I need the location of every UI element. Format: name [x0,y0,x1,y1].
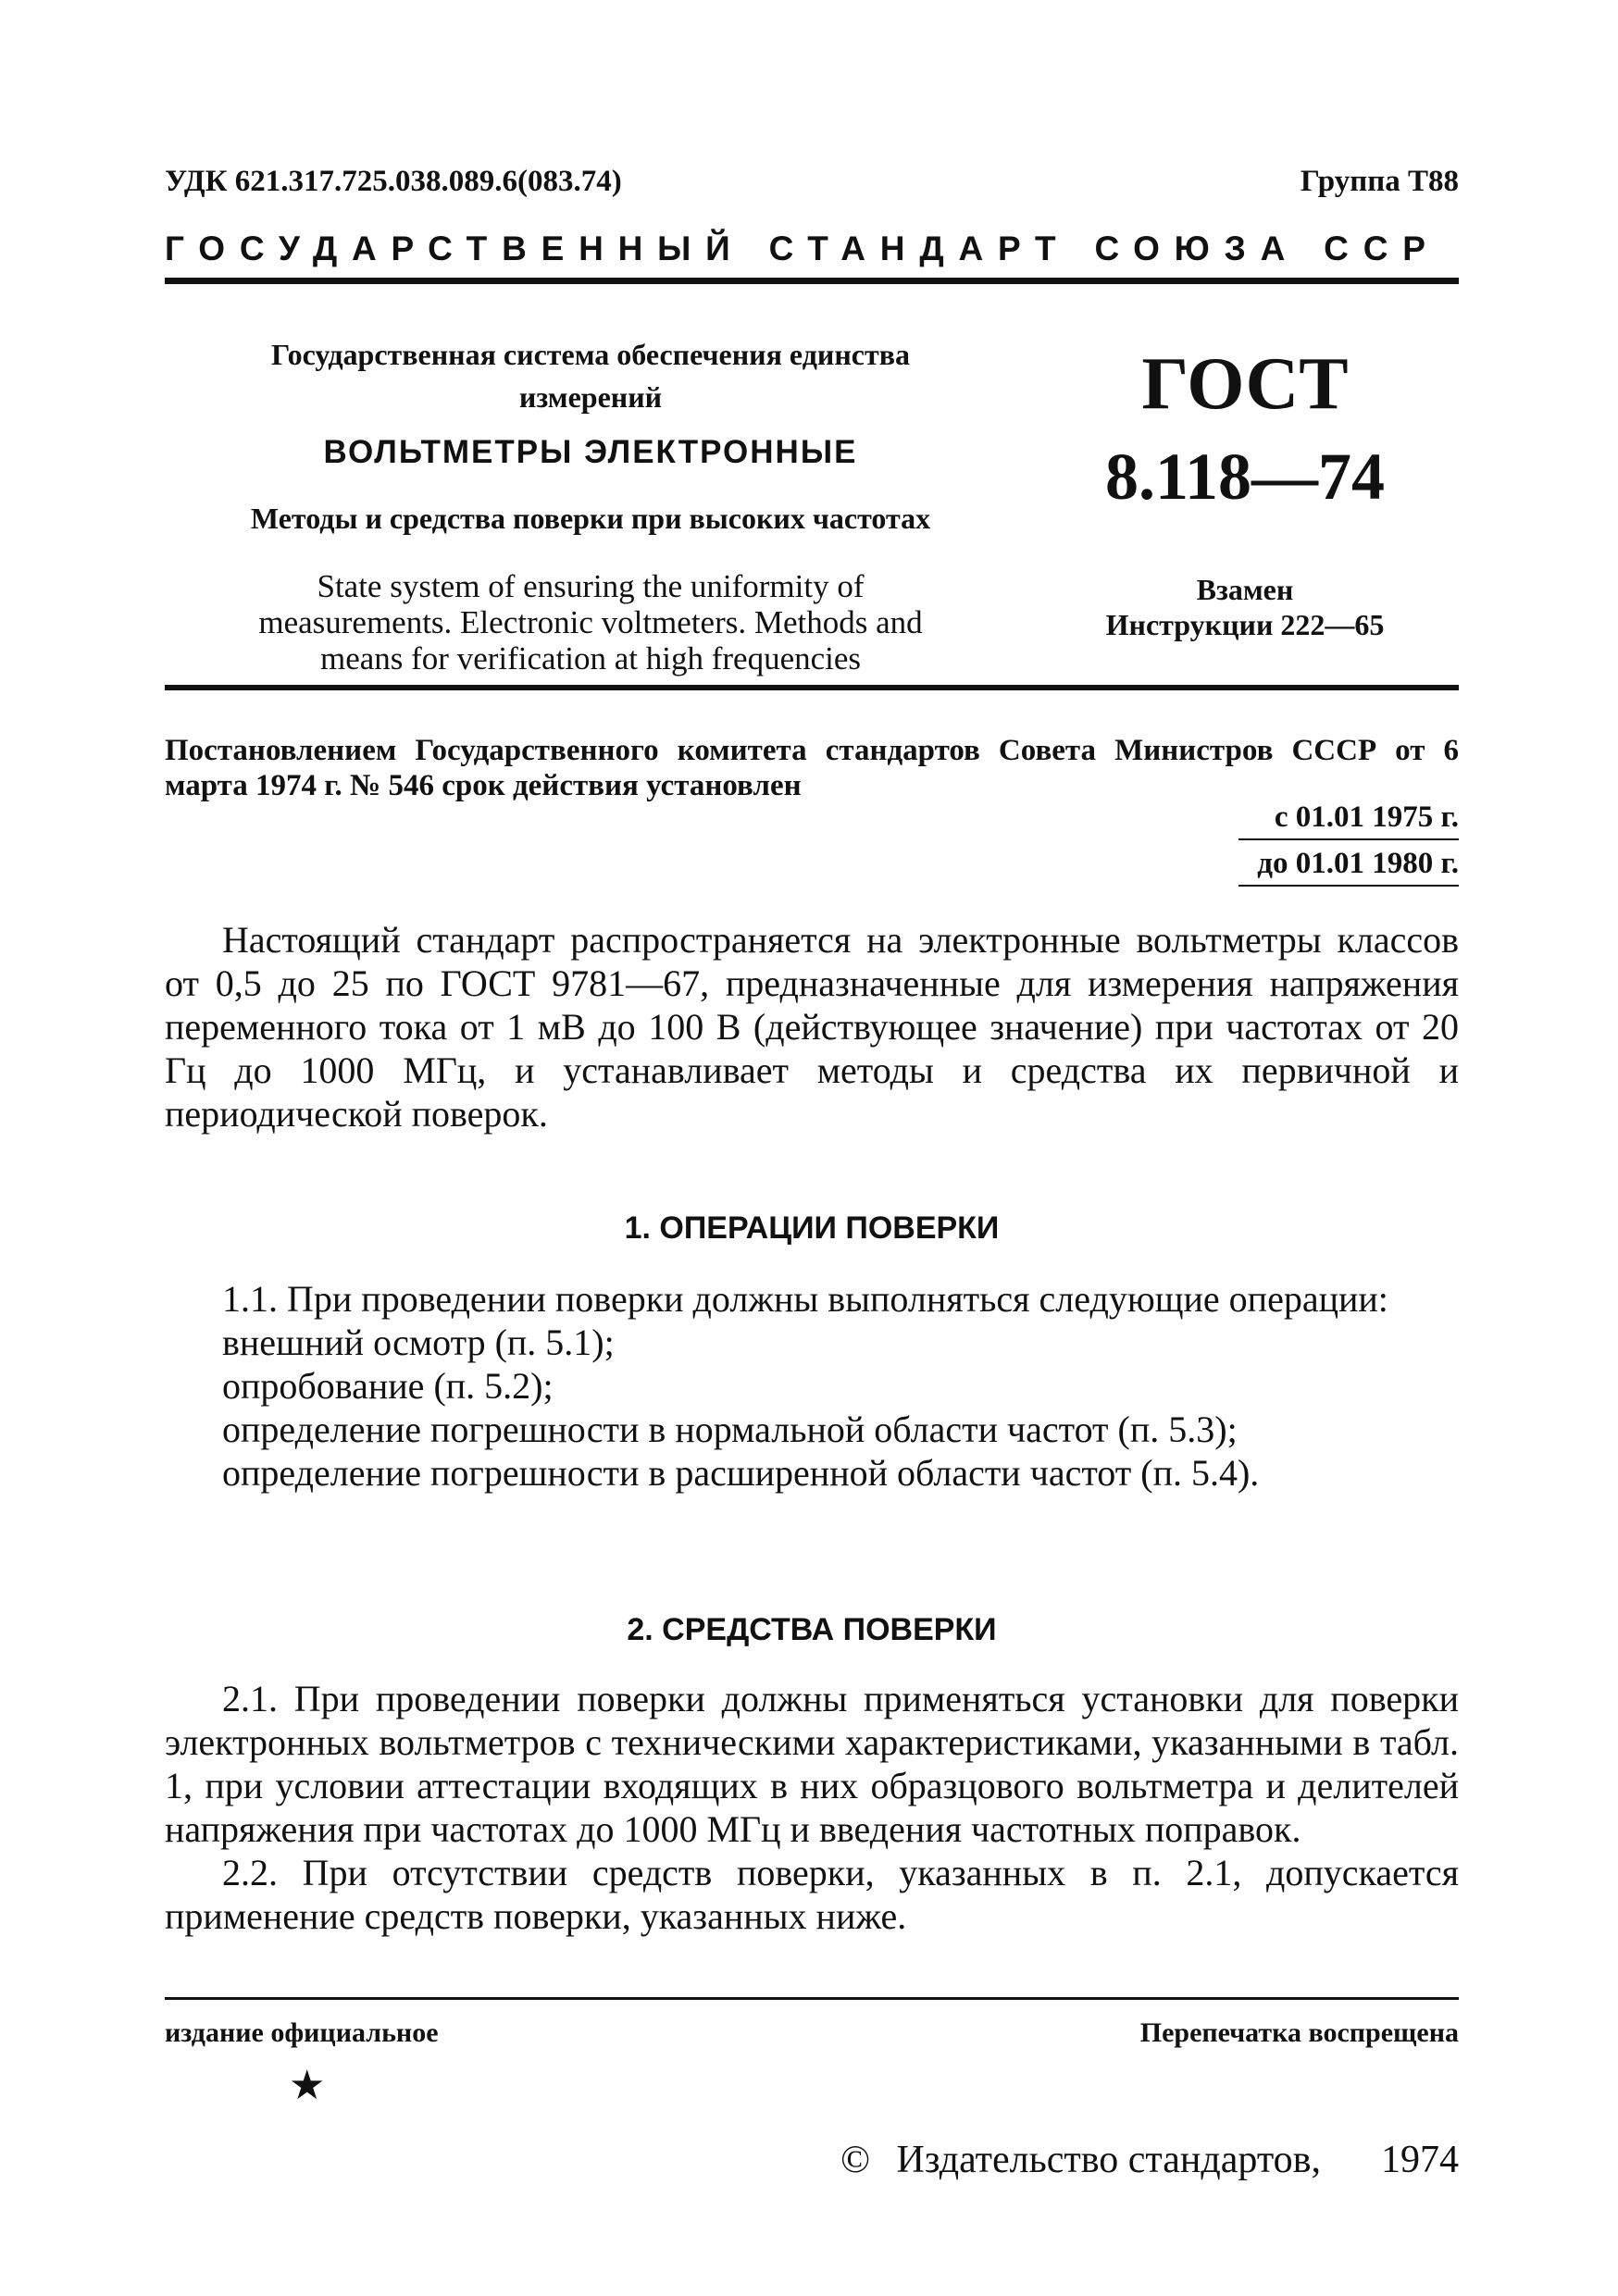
section1-body [165,1277,1459,1495]
official-edition-note: издание официальное [165,2017,439,2048]
system-title-line2: измерений [518,380,663,414]
section2-heading: 2. СРЕДСТВА ПОВЕРКИ [627,1612,997,1647]
doc-subtitle: Методы и средства поверки при высоких частотах [250,502,931,535]
publisher-name: Издательство стандартов, [896,2139,1321,2181]
footer-rule [165,1997,1459,2000]
gost-number: 8.118—74 [1104,440,1386,514]
paragraph-1-1: 1.1. При проведении поверки должны выполняться следующие операции: [222,1278,1388,1320]
paragraph-2-2: 2.2. При отсутствии средств поверки, указанных в п. 2.1, допускается применение средств поверки, указанных ниже. [165,1852,1459,1937]
reprint-prohibited-note: Перепечатка воспрещена [1139,2017,1459,2048]
list-item: внешний осмотр (п. 5.1); [222,1322,615,1363]
udk-code: УДК 621.317.725.038.089.6(083.74) [165,165,622,198]
copyright-line [840,2138,1459,2182]
publication-year: 1974 [1381,2139,1459,2181]
system-title-line1: Государственная система обеспечения единства [271,338,910,371]
replaces-line1: Взамен [1196,573,1294,606]
star-icon: ★ [289,2063,326,2108]
intro-paragraph: Настоящий стандарт распространяется на электронные вольтметры классов от 0,5 до 25 по ГОСТ 9781—67, предназначенные для измерения напряжения переменного тока от 1 мВ до 100 В (действующее значение) при частотах от 20 Гц до 1000 МГц, и устанавливает методы и средства их первичной и периодической поверок. [165,919,1459,1135]
doc-title: ВОЛЬТМЕТРЫ ЭЛЕКТРОННЫЕ [323,434,858,470]
english-title-line2: measurements. Electronic voltmeters. Methods and [258,604,923,640]
english-title [165,568,1016,676]
title-block [165,333,1016,676]
list-item: определение погрешности в нормальной области частот (п. 5.3); [222,1409,1238,1450]
english-title-line1: State system of ensuring the uniformity of [317,568,865,604]
section1-heading: 1. ОПЕРАЦИИ ПОВЕРКИ [624,1210,1000,1246]
date-from: с 01.01 1975 г. [1238,798,1459,840]
replaces-line2: Инструкции 222—65 [1105,608,1385,641]
replaces-note [1046,572,1444,642]
decree-text: Постановлением Государственного комитета стандартов Совета Министров СССР от 6 марта 1974 г. № 546 срок действия установлен [165,734,1459,802]
list-item: опробование (п. 5.2); [222,1365,554,1407]
english-title-line3: means for verification at high frequencies [319,640,862,676]
date-to: до 01.01 1980 г. [1238,844,1459,887]
group-code: Группа Т88 [1300,165,1459,198]
gost-word: ГОСТ [1141,343,1349,425]
intro-section [165,918,1459,1136]
copyright-icon: © [840,2139,871,2181]
paragraph-2-1: 2.1. При проведении поверки должны применяться установки для поверки электронных вольтметров с техническими характеристиками, указанными в табл. 1, при условии аттестации входящих в них образцового вольтметра и делителей напряжения при частотах до 1000 МГц и введения частотных поправок. [165,1678,1459,1850]
header-rule [165,278,1459,284]
state-standard-banner: ГОСУДАРСТВЕННЫЙ СТАНДАРТ СОЮЗА ССР [165,230,1440,267]
section2-body [165,1677,1459,1938]
list-item-last: определение погрешности в расширенной области частот (п. 5.4). [222,1452,1260,1494]
gost-block [1046,342,1444,642]
title-block-rule [165,685,1459,690]
validity-dates [1238,798,1459,887]
